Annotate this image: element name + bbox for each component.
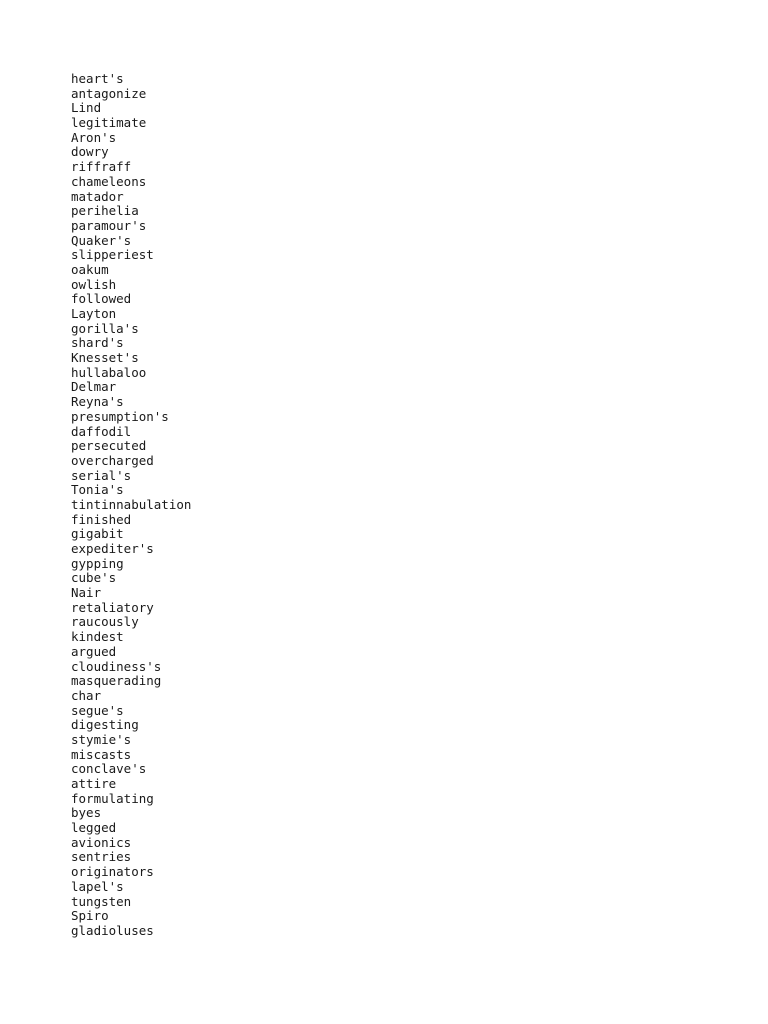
word-item: stymie's (71, 731, 132, 747)
word-item: Layton (71, 306, 117, 321)
word-item: cube's (71, 570, 117, 586)
word-item: retaliatory (71, 599, 154, 615)
word-item: paramour's (71, 217, 147, 233)
word-item: conclave's (71, 761, 147, 777)
word-item: finished (71, 511, 132, 527)
word-item: masquerading (71, 673, 162, 689)
word-item: Tonia's (71, 482, 124, 498)
word-item: overcharged (71, 452, 154, 468)
word-item: gypping (71, 555, 124, 571)
word-item: perihelia (71, 203, 139, 219)
word-item: formulating (71, 790, 154, 806)
word-item: expediter's (71, 541, 154, 556)
word-item: hullabaloo (71, 364, 147, 380)
word-item: legitimate (71, 115, 147, 131)
word-item: argued (71, 643, 117, 659)
word-item: kindest (71, 629, 124, 645)
word-item: Nair (71, 585, 102, 601)
word-item: digesting (71, 717, 139, 733)
word-item: Delmar (71, 379, 117, 395)
word-item: miscasts (71, 746, 132, 762)
word-item: char (71, 687, 102, 703)
word-item: presumption's (71, 408, 169, 424)
word-item: daffodil (71, 423, 132, 439)
word-item: Quaker's (71, 232, 132, 248)
word-item: followed (71, 291, 132, 307)
word-item: oakum (71, 261, 109, 277)
word-item: shard's (71, 335, 124, 351)
word-item: antagonize (71, 85, 147, 101)
word-item: legged (71, 820, 117, 836)
word-item: gladioluses (71, 922, 154, 938)
word-item: avionics (71, 834, 132, 850)
word-item: gigabit (71, 526, 124, 542)
word-item: persecuted (71, 438, 147, 454)
word-item: cloudiness's (71, 658, 162, 674)
word-item: owlish (71, 276, 117, 292)
word-item: tintinnabulation (71, 496, 192, 512)
word-item: attire (71, 776, 117, 791)
word-item: segue's (71, 702, 124, 718)
word-item: heart's (71, 71, 124, 86)
word-item: tungsten (71, 893, 132, 909)
word-item: Reyna's (71, 394, 124, 410)
word-item: lapel's (71, 878, 124, 894)
word-list (71, 72, 191, 939)
word-item: gorilla's (71, 320, 139, 336)
word-item: serial's (71, 467, 132, 483)
word-item: raucously (71, 614, 139, 630)
word-item: Lind (71, 100, 102, 116)
word-item: Knesset's (71, 350, 139, 366)
word-item: sentries (71, 849, 132, 865)
word-item: slipperiest (71, 247, 154, 263)
word-item: riffraff (71, 159, 132, 175)
word-item: Aron's (71, 129, 117, 145)
word-item: originators (71, 864, 154, 880)
word-item: byes (71, 805, 102, 821)
word-item: chameleons (71, 173, 147, 189)
word-item: matador (71, 188, 124, 204)
word-item: dowry (71, 144, 109, 160)
word-item: Spiro (71, 908, 109, 924)
